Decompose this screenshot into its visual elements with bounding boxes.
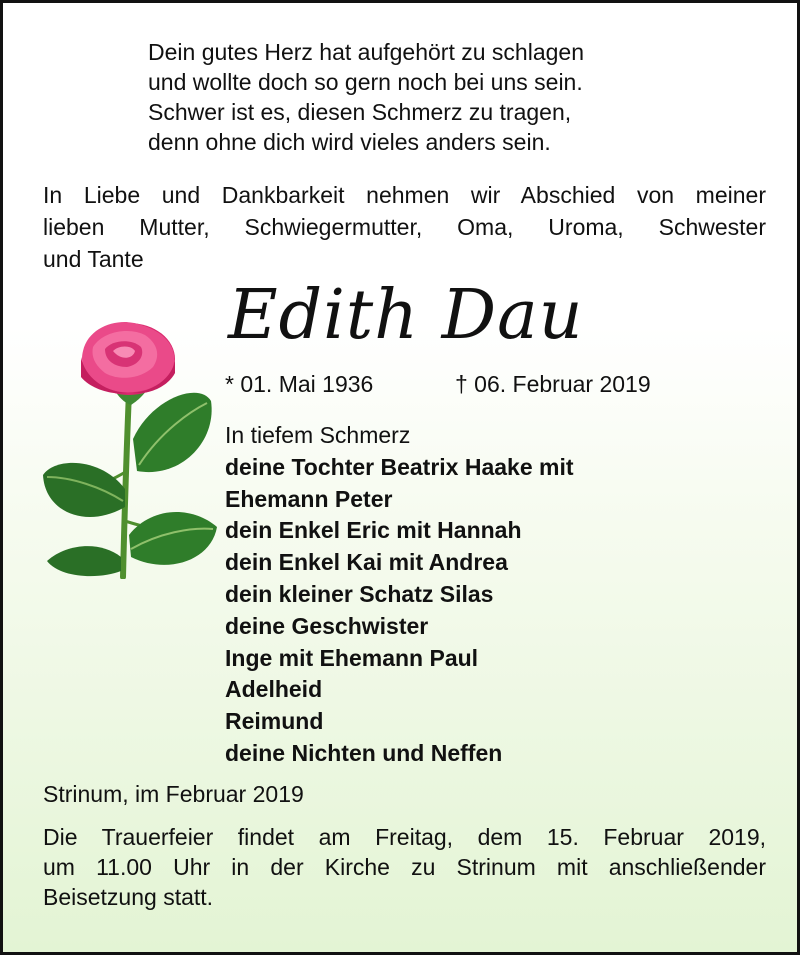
mourners-heading: In tiefem Schmerz xyxy=(225,422,411,448)
poem-line: Schwer ist es, diesen Schmerz zu tragen, xyxy=(148,99,572,125)
ceremony-line: Die Trauerfeier findet am Freitag, dem 15. Februar 2019, xyxy=(43,824,766,850)
mourner-line: deine Geschwister xyxy=(225,612,429,639)
ceremony-info xyxy=(43,822,766,912)
intro-line: lieben Mutter, Schwiegermutter, Oma, Uroma, Schwester xyxy=(43,214,766,240)
mourner-line: dein Enkel Eric mit Hannah xyxy=(225,517,522,544)
poem-line: Dein gutes Herz hat aufgehört zu schlagen xyxy=(148,39,584,65)
deceased-name: Edith Dau xyxy=(228,276,584,355)
mourner-line: dein kleiner Schatz Silas xyxy=(225,580,494,607)
intro-text xyxy=(43,179,766,275)
death-date: † 06. Februar 2019 xyxy=(455,371,651,397)
intro-line: In Liebe und Dankbarkeit nehmen wir Abschied von meiner xyxy=(43,182,766,208)
mourner-line: Adelheid xyxy=(225,676,323,703)
mourner-line: deine Tochter Beatrix Haake mit xyxy=(225,453,574,480)
ceremony-line: um 11.00 Uhr in der Kirche zu Strinum mit anschließender xyxy=(43,854,766,880)
mourners-list xyxy=(225,420,745,770)
birth-date: * 01. Mai 1936 xyxy=(225,371,374,397)
poem-line: denn ohne dich wird vieles anders sein. xyxy=(148,129,551,155)
rose-icon xyxy=(41,321,221,579)
intro-line: und Tante xyxy=(43,246,144,272)
mourner-line: Reimund xyxy=(225,708,324,735)
poem-line: und wollte doch so gern noch bei uns sein. xyxy=(148,69,583,95)
place-and-date: Strinum, im Februar 2019 xyxy=(43,781,304,807)
mourner-line: dein Enkel Kai mit Andrea xyxy=(225,549,508,576)
mourner-line: deine Nichten und Neffen xyxy=(225,739,503,766)
mourner-line: Inge mit Ehemann Paul xyxy=(225,644,479,671)
ceremony-line: Beisetzung statt. xyxy=(43,884,214,910)
mourner-line: Ehemann Peter xyxy=(225,485,393,512)
poem xyxy=(148,37,688,157)
